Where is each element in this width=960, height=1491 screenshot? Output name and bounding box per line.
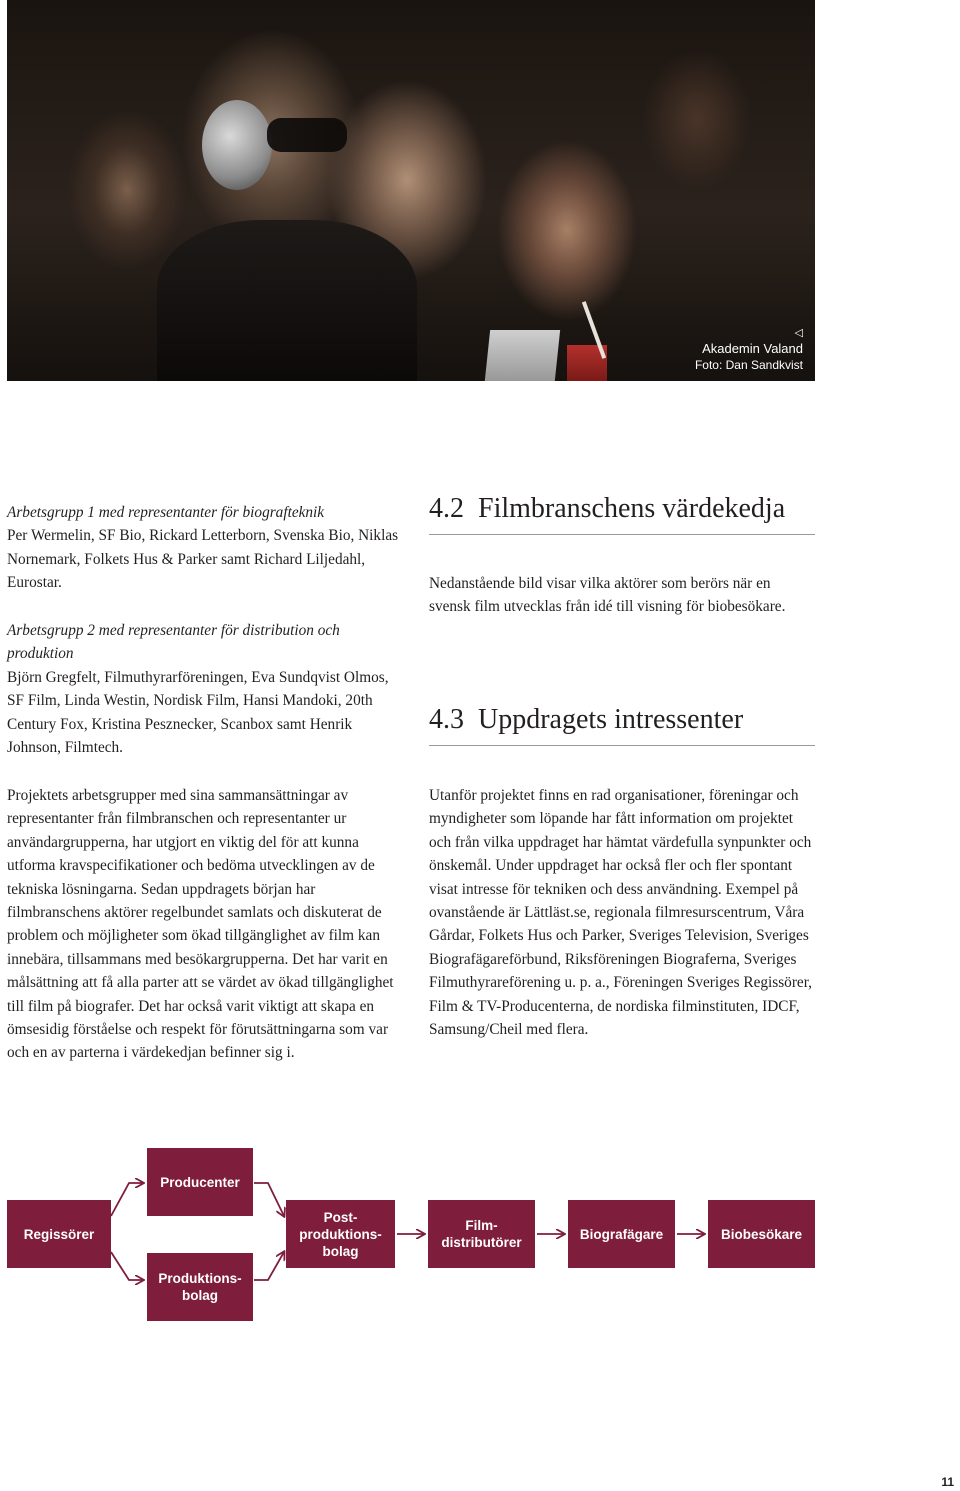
arrow-producenter-postproduktion: [254, 1183, 284, 1216]
page-number: 11: [941, 1475, 954, 1489]
leather-jacket-shape: [157, 220, 417, 381]
diagram-arrows: [7, 1148, 817, 1323]
section-4-3-number: 4.3: [429, 704, 464, 735]
box-biobesokare: Biobesökare: [708, 1200, 815, 1268]
photo-caption: [695, 325, 803, 373]
value-chain-diagram: [7, 1148, 817, 1323]
headphones-shape: [202, 100, 272, 190]
body-paragraph: Projektets arbetsgrupper med sina sammansättningar av representanter från filmbranschen och representanter ur användargrupperna, har utgjort en viktig del för att kunna utforma kravspecifikationer och bedöma utvecklingen av de tekniska lösningarna. Sedan uppdragets början har filmbranschens aktörer regelbundet samlats och diskuterat de problem och möjligheter som ökad tillgänglighet av film kan innebära, tillsammans med besökargrupperna. Det har varit en målsättning att få alla parter att se värdet av ökad tillgänglighet till film på biografer. Det har också varit viktigt att skapa en ömsesidig förståelse och respekt för förutsättningarna som var och en av parterna i värdekedjan befinner sig i.: [7, 787, 394, 1062]
section-4-2-heading: [429, 492, 815, 535]
box-postproduktionsbolag: Post- produktions- bolag: [286, 1200, 395, 1268]
popcorn-cup-shape: [484, 330, 560, 381]
box-regissorer: Regissörer: [7, 1200, 111, 1268]
group2-title: Arbetsgrupp 2 med representanter för distribution och produktion: [7, 622, 340, 663]
box-producenter: Producenter: [147, 1148, 253, 1216]
group2-members: Björn Gregfelt, Filmuthyrarföreningen, Eva Sundqvist Olmos, SF Film, Linda Westin, Nordisk Film, Hansi Mandoki, 20th Century Fox, Kristina Pesznecker, Scanbox samt Henrik Johnson, Filmtech.: [7, 668, 389, 757]
working-group-1: [7, 501, 407, 595]
box-filmdistributorer: Film- distributörer: [428, 1200, 535, 1268]
sunglasses-shape: [267, 118, 347, 152]
section-4-3-title: Uppdragets intressenter: [478, 704, 744, 735]
section-4-2-text: Nedanstående bild visar vilka aktörer som berörs när en svensk film utvecklas från idé till visning för biobesökare.: [429, 575, 786, 616]
section-4-3-body: [429, 784, 815, 1041]
box-biografagare: Biografägare: [568, 1200, 675, 1268]
working-group-2: [7, 619, 407, 759]
group1-members: Per Wermelin, SF Bio, Rickard Letterborn, Svenska Bio, Niklas Nornemark, Folkets Hus & Parker samt Richard Liljedahl, Eurostar.: [7, 527, 399, 592]
caption-title: Akademin Valand: [702, 341, 803, 356]
arrow-regissorer-producenter: [111, 1183, 143, 1216]
caption-arrow-icon: ◁: [794, 327, 803, 339]
section-4-2-number: 4.2: [429, 493, 464, 524]
body-text-left: [7, 784, 407, 1065]
cinema-audience-photo: [7, 0, 815, 381]
section-4-3-text: Utanför projektet finns en rad organisationer, föreningar och myndigheter som löpande har fått information om projektet och från vilka uppdraget har hämtat värdefulla synpunkter och önskemål. Under uppdraget har också fler och fler spontant visat intresse för tekniken och dess användning. Exempel på ovanstående är Lättläst.se, regionala filmresurscentrum, Våra Gårdar, Folkets Hus och Parker, Sveriges Television, Sveriges Biografägareförbund, Riksföreningen Biograferna, Sveriges Filmuthyrareförening u. p. a., Föreningen Sveriges Regissörer, Film & TV-Producenterna, de nordiska filminstituten, IDCF, Samsung/Cheil med flera.: [429, 787, 813, 1039]
group1-title: Arbetsgrupp 1 med representanter för biografteknik: [7, 504, 325, 521]
arrow-produktionsbolag-postproduktion: [254, 1252, 284, 1280]
caption-credit: Foto: Dan Sandkvist: [694, 358, 803, 372]
arrow-regissorer-produktionsbolag: [111, 1252, 143, 1280]
section-4-3-heading: [429, 703, 815, 746]
section-4-2-title: Filmbranschens värdekedja: [478, 493, 786, 524]
section-4-2-body: [429, 572, 815, 619]
box-produktionsbolag: Produktions- bolag: [147, 1253, 253, 1321]
